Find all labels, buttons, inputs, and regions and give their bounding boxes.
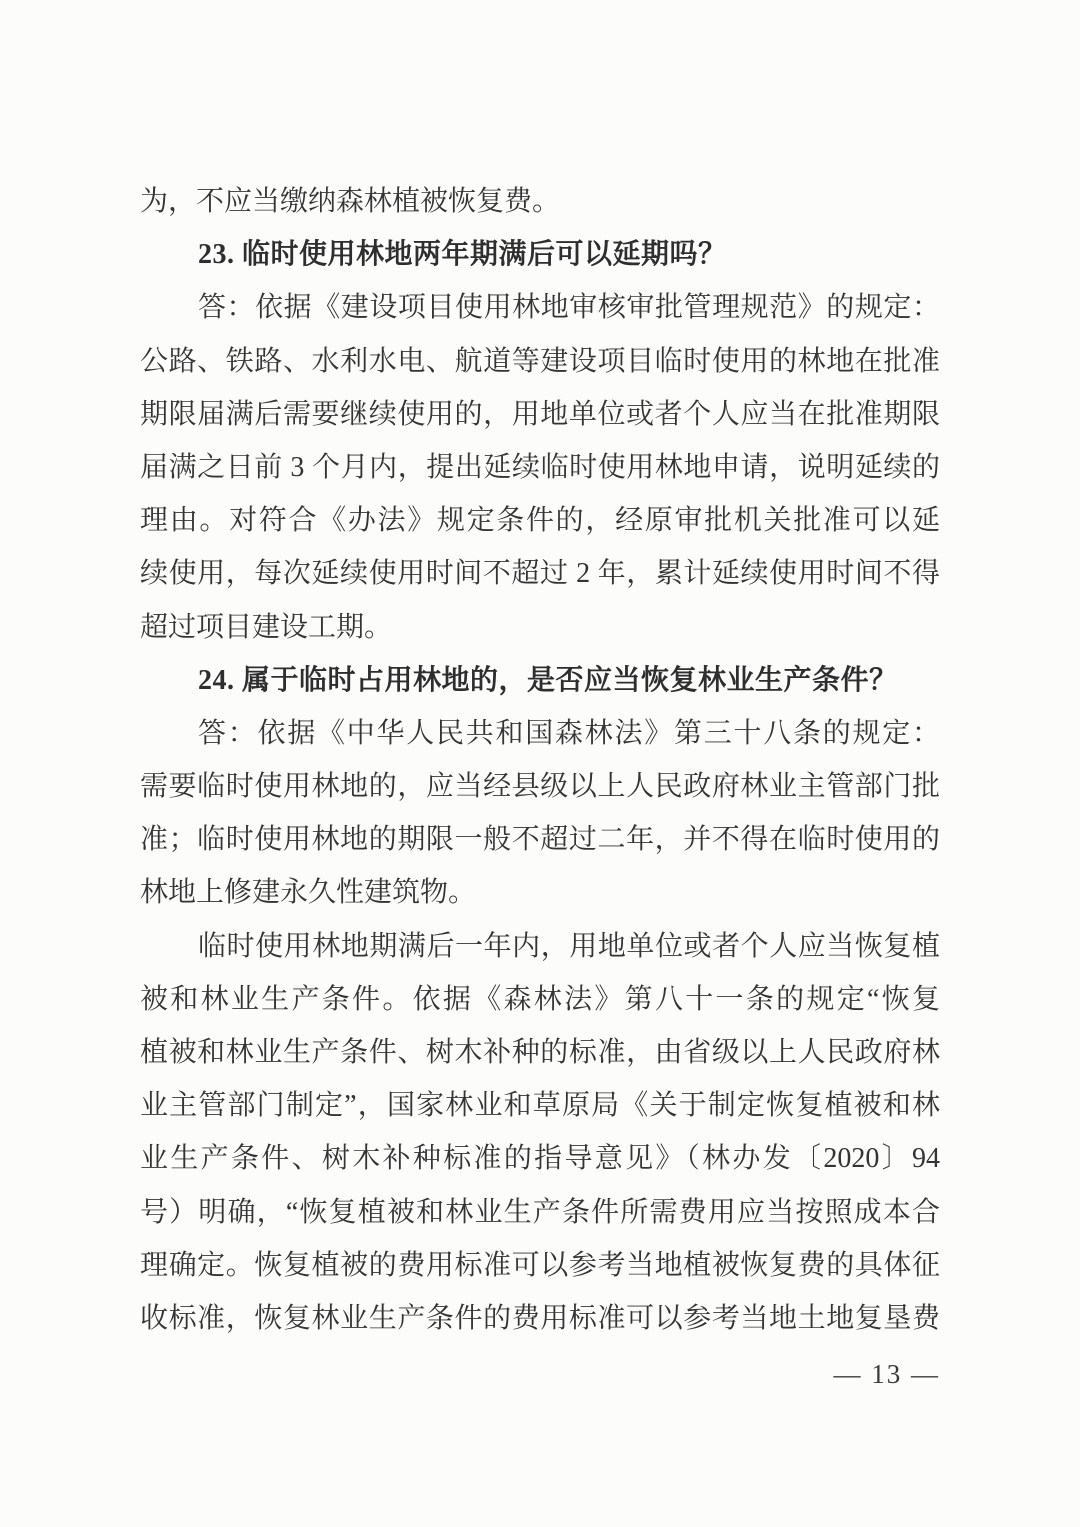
text-line: 答：依据《建设项目使用林地审核审批管理规范》的规定：	[198, 292, 940, 324]
text-line: 续使用，每次延续使用时间不超过 2 年，累计延续使用时间不得	[140, 558, 940, 590]
text-line: 准；临时使用林地的期限一般不超过二年，并不得在临时使用的	[140, 824, 940, 856]
text-line: 业主管部门制定”，国家林业和草原局《关于制定恢复植被和林	[140, 1090, 940, 1122]
text-line: 公路、铁路、水利水电、航道等建设项目临时使用的林地在批准	[140, 345, 940, 377]
text-line: 理由。对符合《办法》规定条件的，经原审批机关批准可以延	[140, 505, 940, 537]
text-line: 被和林业生产条件。依据《森林法》第八十一条的规定“恢复	[140, 983, 940, 1015]
text-line: 植被和林业生产条件、树木补种的标准，由省级以上人民政府林	[140, 1037, 940, 1068]
question-24-heading: 24. 属于临时占用林地的，是否应当恢复林业生产条件？	[198, 664, 898, 696]
text-line: 期限届满后需要继续使用的，用地单位或者个人应当在批准期限	[140, 398, 940, 430]
question-23-heading: 23. 临时使用林地两年期满后可以延期吗？	[198, 239, 727, 271]
text-line: 届满之日前 3 个月内，提出延续临时使用林地申请，说明延续的	[140, 451, 940, 483]
text-line: 需要临时使用林地的，应当经县级以上人民政府林业主管部门批	[140, 771, 940, 803]
text-line: 收标准，恢复林业生产条件的费用标准可以参考当地土地复垦费	[140, 1302, 940, 1334]
document-text-block	[140, 175, 940, 1401]
text-line: 答：依据《中华人民共和国森林法》第三十八条的规定：	[198, 717, 940, 749]
text-line: 超过项目建设工期。	[140, 611, 393, 643]
text-line: 临时使用林地期满后一年内，用地单位或者个人应当恢复植	[198, 930, 940, 962]
text-line: 为，不应当缴纳森林植被恢复费。	[140, 186, 561, 217]
text-line: 理确定。恢复植被的费用标准可以参考当地植被恢复费的具体征	[140, 1249, 940, 1281]
text-line: 号）明确，“恢复植被和林业生产条件所需费用应当按照成本合	[140, 1196, 940, 1228]
text-line: 林地上修建永久性建筑物。	[140, 877, 477, 909]
text-line: 业生产条件、树木补种标准的指导意见》（林办发〔2020〕94	[140, 1143, 940, 1175]
page-number: — 13 —	[833, 1359, 940, 1390]
